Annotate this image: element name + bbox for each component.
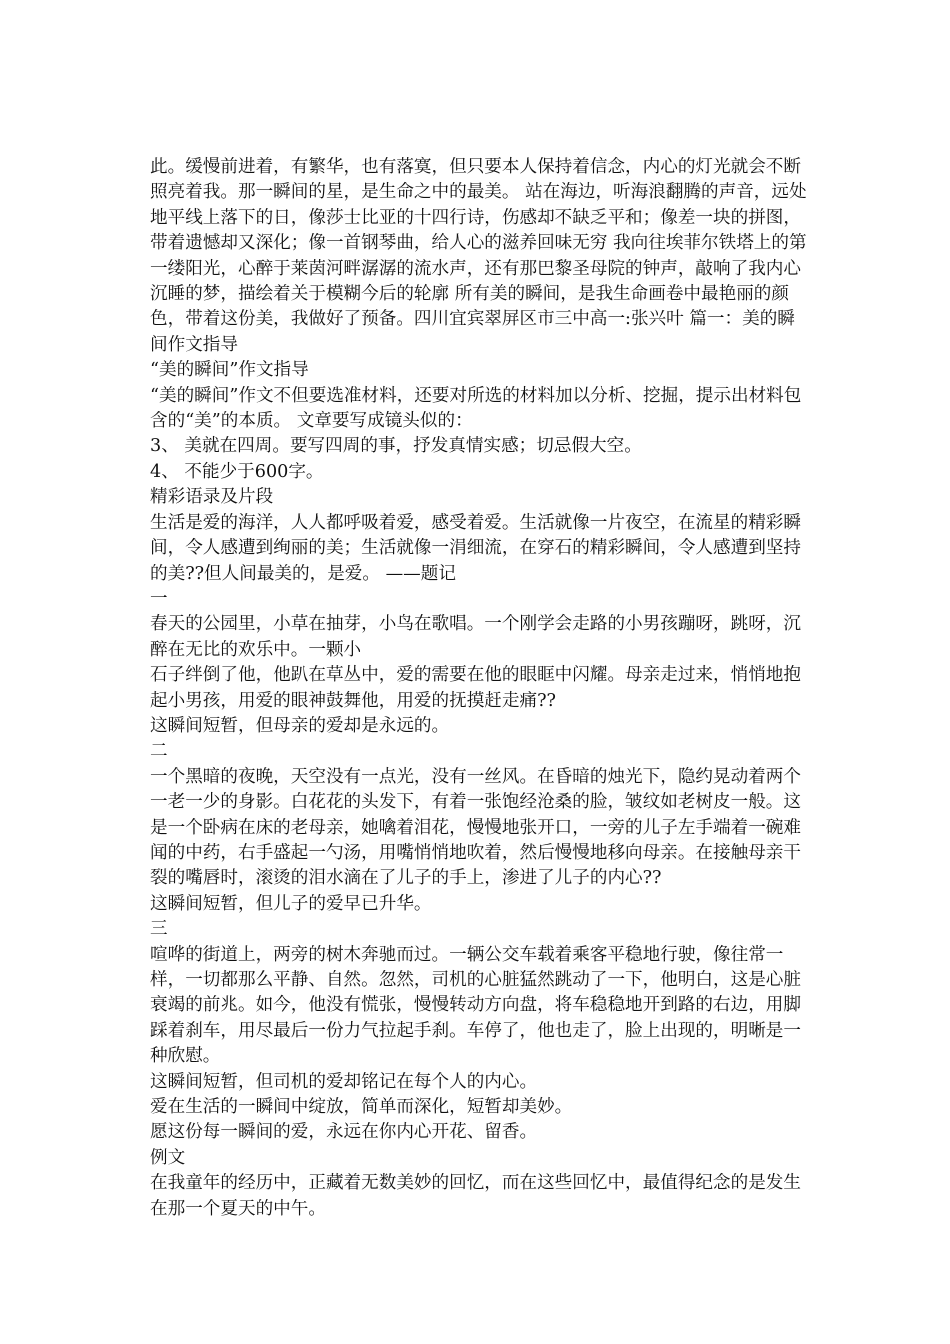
- list-item-4: 4、 不能少于600字。: [150, 461, 324, 482]
- paragraph-guide: “美的瞬间”作文不但要选准材料，还要对所选的材料加以分析、挖掘，提示出材料包含的“美”的本质。 文章要写成镜头似的：: [150, 385, 802, 432]
- section-heading-example: 例文: [150, 1147, 186, 1168]
- paragraph-intro: 此。缓慢前进着，有繁华，也有落寞，但只要本人保持着信念，内心的灯光就会不断照亮着我。那一瞬间的星，是生命之中的最美。 站在海边，听海浪翻腾的声音，远处地平线上落下的日，像莎士比亚的十四行诗，伤感却不缺乏平和；像差一块的拼图，带着遗憾却又深化；像一首钢琴曲，给人心的滋养回味无穷 我向往埃菲尔铁塔上的第一缕阳光，心醉于莱茵河畔潺潺的流水声，还有那巴黎圣母院的钟声，敲响了我内心沉睡的梦，描绘着关于模糊今后的轮廓 所有美的瞬间，是我生命画卷中最艳丽的颜色，带着这份美，我做好了预备。四川宜宾翠屏区市三中高一:张兴叶 篇一：美的瞬间作文指导: [150, 157, 807, 355]
- section-number-1: 一: [150, 588, 168, 609]
- list-item-3: 3、 美就在四周。要写四周的事，抒发真情实感；切忌假大空。: [150, 436, 642, 457]
- paragraph-park: 春天的公园里，小草在抽芽，小鸟在歌唱。一个刚学会走路的小男孩蹦呀，跳呀，沉醉在无比的欢乐中。一颗小: [150, 614, 801, 660]
- paragraph-example: 在我童年的经历中，正藏着无数美妙的回忆，而在这些回忆中，最值得纪念的是发生在那一个夏天的中午。: [150, 1173, 801, 1219]
- section-heading-quotes: 精彩语录及片段: [150, 487, 274, 508]
- paragraph-mother-love: 这瞬间短暂，但母亲的爱却是永远的。: [150, 715, 450, 736]
- paragraph-son-love: 这瞬间短暂，但儿子的爱早已升华。: [150, 893, 432, 914]
- paragraph-night: 一个黑暗的夜晚，天空没有一点光，没有一丝风。在昏暗的烛光下，隐约晃动着两个一老一少的身影。白花花的头发下，有着一张饱经沧桑的脸，皱纹如老树皮一般。这是一个卧病在床的老母亲，她噙着泪花，慢慢地张开口，一旁的儿子左手端着一碗难闻的中药，右手盛起一勺汤，用嘴悄悄地吹着，然后慢慢地移向母亲。在接触母亲干裂的嘴唇时，滚烫的泪水滴在了儿子的手上，渗进了儿子的内心??: [150, 766, 801, 889]
- paragraph-park-cont: 石子绊倒了他，他趴在草丛中，爱的需要在他的眼眶中闪耀。母亲走过来，悄悄地抱起小男孩，用爱的眼神鼓舞他，用爱的抚摸赶走痛??: [150, 665, 801, 711]
- section-number-3: 三: [150, 919, 168, 940]
- paragraph-epigraph: 生活是爱的海洋，人人都呼吸着爱，感受着爱。生活就像一片夜空，在流星的精彩瞬间，令人感遭到绚丽的美；生活就像一涓细流，在穿石的精彩瞬间，令人感遭到坚持的美??但人间最美的，是爱。 ——题记: [150, 512, 801, 584]
- paragraph-driver-love: 这瞬间短暂，但司机的爱却铭记在每个人的内心。: [150, 1071, 538, 1092]
- paragraph-bus: 喧哗的街道上，两旁的树木奔驰而过。一辆公交车载着乘客平稳地行驶，像往常一样，一切都那么平静、自然。忽然，司机的心脏猛然跳动了一下，他明白，这是心脏衰竭的前兆。如今，他没有慌张，慢慢转动方向盘，将车稳稳地开到路的右边，用脚踩着刹车，用尽最后一份力气拉起手刹。车停了，他也走了，脸上出现的，明晰是一种欣慰。: [150, 944, 801, 1067]
- document-body: [150, 155, 810, 1222]
- paragraph-summary: 爱在生活的一瞬间中绽放，简单而深化，短暂却美妙。: [150, 1097, 573, 1118]
- section-number-2: 二: [150, 741, 168, 762]
- paragraph-wish: 愿这份每一瞬间的爱，永远在你内心开花、留香。: [150, 1122, 538, 1143]
- section-heading-guide: “美的瞬间”作文指导: [150, 360, 309, 381]
